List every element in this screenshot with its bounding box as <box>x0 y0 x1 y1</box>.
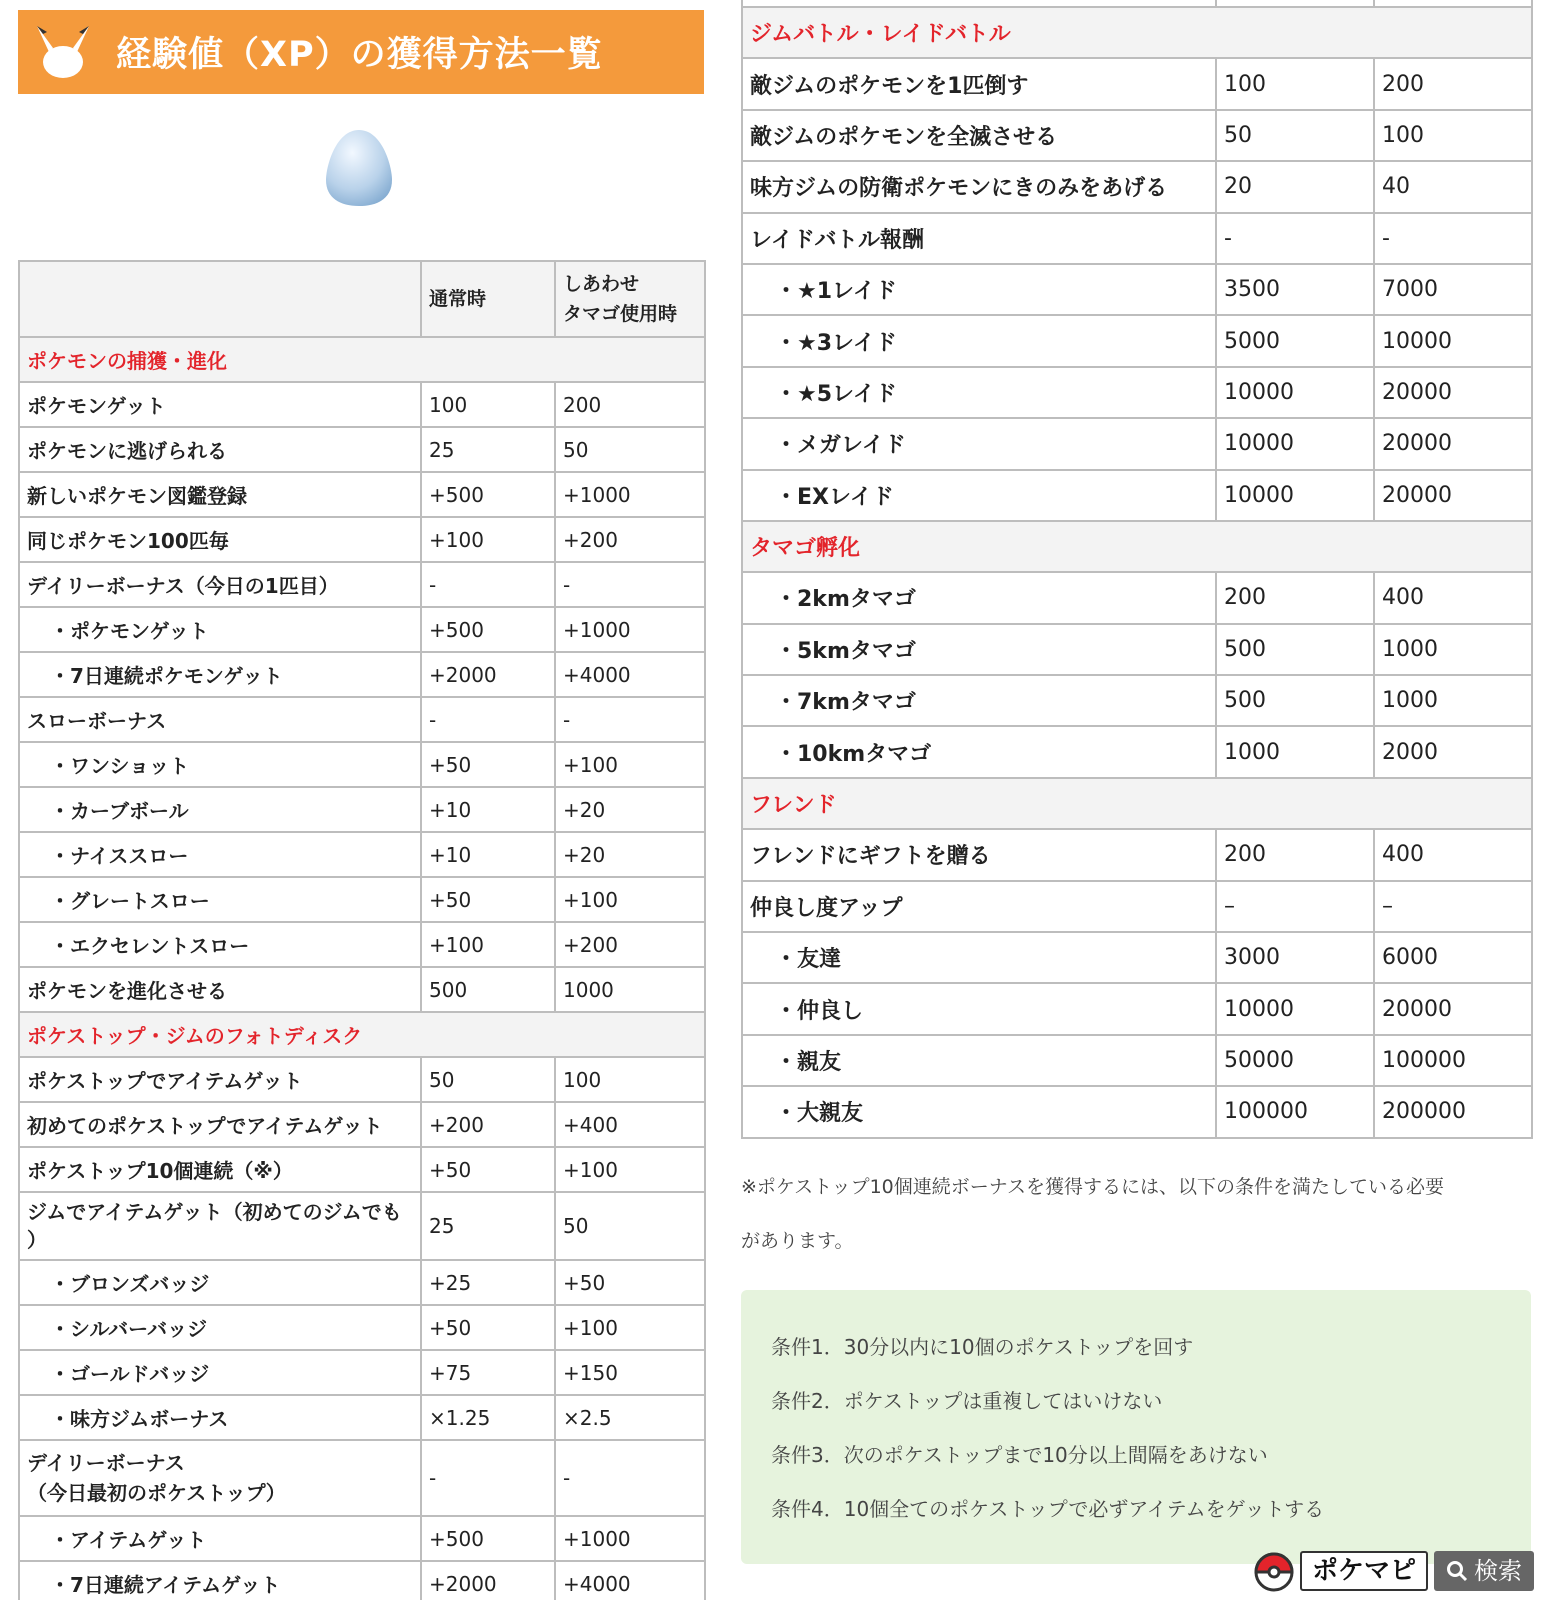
pokeball-icon <box>1252 1550 1296 1592</box>
table-row: ・味方ジムボーナス ×1.25 ×2.5 <box>19 1395 705 1440</box>
table-row: ・ワンショット +50 +100 <box>19 742 705 787</box>
header-cell-normal: 通常時 <box>421 261 555 337</box>
table-row: ・ポケモンゲット +500 +1000 <box>19 607 705 652</box>
pikachu-ears-icon <box>18 10 108 94</box>
table-row: ポケストップ10個連続（※） +50 +100 <box>19 1147 705 1192</box>
table-row: ・ナイススロー +10 +20 <box>19 832 705 877</box>
table-row: ・メガレイド 10000 20000 <box>742 418 1532 469</box>
table-row: ポケモンゲット 100 200 <box>19 382 705 427</box>
table-row: ・カーブボール +10 +20 <box>19 787 705 832</box>
footnote <box>741 1160 1531 1268</box>
table-row: ・ゴールドバッジ +75 +150 <box>19 1350 705 1395</box>
xp-table-left <box>18 260 706 1600</box>
table-row: ・友達 3000 6000 <box>742 932 1532 983</box>
table-row: 同じポケモン100匹毎 +100 +200 <box>19 517 705 562</box>
table-row: 初めてのポケストップでアイテムゲット +200 +400 <box>19 1102 705 1147</box>
table-row: ・10kmタマゴ 1000 2000 <box>742 726 1532 777</box>
condition-item: 条件2．ポケストップは重複してはいけない <box>771 1389 1163 1413</box>
brand-logo[interactable] <box>1252 1550 1534 1592</box>
brand-name[interactable]: ポケマピ <box>1300 1551 1428 1591</box>
table-row: ・★1レイド 3500 7000 <box>742 264 1532 315</box>
conditions-box <box>741 1290 1531 1564</box>
condition-item: 条件3．次のポケストップまで10分以上間隔をあけない <box>771 1443 1268 1467</box>
condition-item: 条件4．10個全てのポケストップで必ずアイテムをゲットする <box>771 1497 1325 1521</box>
table-row: ・親友 50000 100000 <box>742 1035 1532 1086</box>
xp-table-right <box>741 0 1533 1139</box>
table-row-cutoff <box>742 0 1532 7</box>
search-icon <box>1446 1560 1468 1582</box>
table-row: フレンドにギフトを贈る 200 400 <box>742 829 1532 880</box>
table-row: ポケモンに逃げられる 25 50 <box>19 427 705 472</box>
table-row: ・グレートスロー +50 +100 <box>19 877 705 922</box>
table-row: ポケストップでアイテムゲット 50 100 <box>19 1057 705 1102</box>
table-row: スローボーナス - - <box>19 697 705 742</box>
table-row: ・シルバーバッジ +50 +100 <box>19 1305 705 1350</box>
table-row: ・ブロンズバッジ +25 +50 <box>19 1260 705 1305</box>
egg-icon <box>324 128 394 208</box>
footnote-line: ※ポケストップ10個連続ボーナスを獲得するには、以下の条件を満たしている必要 <box>741 1176 1445 1198</box>
table-row: ポケモンを進化させる 500 1000 <box>19 967 705 1012</box>
section-header: フレンド <box>742 778 1532 829</box>
page-title: 経験値（XP）の獲得方法一覧 <box>116 35 603 75</box>
table-header-row <box>19 261 705 337</box>
header-cell-label <box>19 261 421 337</box>
section-header: タマゴ孵化 <box>742 521 1532 572</box>
table-row: デイリーボーナス （今日最初のポケストップ） - - <box>19 1440 705 1516</box>
table-row: デイリーボーナス（今日の1匹目） - - <box>19 562 705 607</box>
page-banner <box>18 10 704 94</box>
footnote-line: があります。 <box>741 1230 854 1252</box>
table-row: ・★3レイド 5000 10000 <box>742 315 1532 366</box>
section-header: ポケストップ・ジムのフォトディスク <box>19 1012 705 1057</box>
table-row: ・仲良し 10000 20000 <box>742 983 1532 1034</box>
table-row: ・7kmタマゴ 500 1000 <box>742 675 1532 726</box>
table-row: ・★5レイド 10000 20000 <box>742 367 1532 418</box>
table-row: 新しいポケモン図鑑登録 +500 +1000 <box>19 472 705 517</box>
table-row: ・7日連続アイテムゲット +2000 +4000 <box>19 1561 705 1600</box>
table-row: ・アイテムゲット +500 +1000 <box>19 1516 705 1561</box>
condition-item: 条件1．30分以内に10個のポケストップを回す <box>771 1335 1194 1359</box>
table-row: ・5kmタマゴ 500 1000 <box>742 624 1532 675</box>
table-row: ・エクセレントスロー +100 +200 <box>19 922 705 967</box>
header-cell-lucky: しあわせ タマゴ使用時 <box>555 261 705 337</box>
table-row: 敵ジムのポケモンを1匹倒す 100 200 <box>742 58 1532 109</box>
table-row: ・2kmタマゴ 200 400 <box>742 572 1532 623</box>
table-row: 敵ジムのポケモンを全滅させる 50 100 <box>742 110 1532 161</box>
table-row: ・EXレイド 10000 20000 <box>742 470 1532 521</box>
search-button-label: 検索 <box>1474 1557 1523 1585</box>
section-header: ジムバトル・レイドバトル <box>742 7 1532 58</box>
table-row: ・大親友 100000 200000 <box>742 1086 1532 1137</box>
table-row: ・7日連続ポケモンゲット +2000 +4000 <box>19 652 705 697</box>
table-row: 味方ジムの防衛ポケモンにきのみをあげる 20 40 <box>742 161 1532 212</box>
section-header: ポケモンの捕獲・進化 <box>19 337 705 382</box>
table-row: 仲良し度アップ – – <box>742 881 1532 932</box>
search-button[interactable] <box>1434 1551 1534 1591</box>
table-row: ジムでアイテムゲット（初めてのジムでも ） 25 50 <box>19 1192 705 1260</box>
table-row: レイドバトル報酬 - - <box>742 213 1532 264</box>
